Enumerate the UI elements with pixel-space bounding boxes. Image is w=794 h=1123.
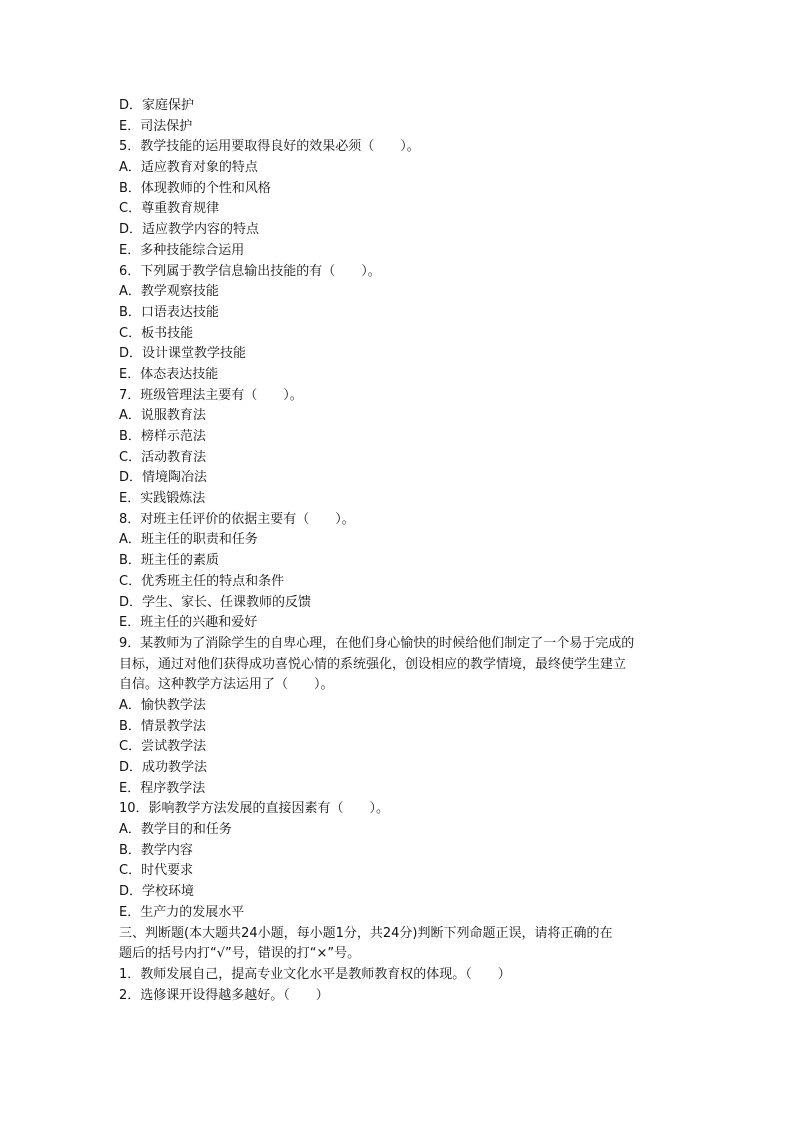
question-5-option-e: E．多种技能综合运用 — [119, 242, 245, 258]
question-8-option-b: B．班主任的素质 — [119, 553, 219, 569]
question-10-option-c: C．时代要求 — [119, 863, 194, 879]
question-9-option-b: B．情景教学法 — [119, 718, 206, 734]
question-9-line-3: 自信。这种教学方法运用了（ ）。 — [119, 677, 334, 693]
question-6-option-d: D．设计课堂教学技能 — [119, 346, 247, 362]
question-7-option-e: E．实践锻炼法 — [119, 491, 206, 507]
option-d-family-protection: D．家庭保护 — [119, 98, 195, 113]
question-5-option-c: C．尊重教育规律 — [119, 201, 220, 217]
question-5-option-b: B．体现教师的个性和风格 — [119, 180, 271, 196]
question-10: 10．影响教学方法发展的直接因素有（ ）。 — [119, 801, 390, 817]
option-e-judicial-protection: E．司法保护 — [119, 118, 193, 134]
section-3-heading-line-1: 三、判断题(本大题共24小题，每小题1分，共24分)判断下列命题正误，请将正确的在 — [119, 925, 613, 941]
question-6: 6．下列属于教学信息输出技能的有（ ）。 — [119, 263, 381, 279]
question-7-option-b: B．榜样示范法 — [119, 429, 206, 444]
document-body — [119, 96, 679, 1006]
question-8: 8．对班主任评价的依据主要有（ ）。 — [119, 511, 355, 527]
question-9-line-2: 目标，通过对他们获得成功喜悦心情的系统强化，创设相应的教学情境，最终使学生建立 — [119, 656, 627, 672]
question-8-option-d: D．学生、家长、任课教师的反馈 — [119, 594, 312, 610]
question-9-option-e: E．程序教学法 — [119, 780, 206, 796]
question-9-option-d: D．成功教学法 — [119, 760, 208, 775]
question-5: 5．教学技能的运用要取得良好的效果必须（ ）。 — [119, 139, 420, 155]
true-false-question-1: 1．教师发展自己，提高专业文化水平是教师教育权的体现。（ ） — [119, 966, 511, 982]
question-6-option-c: C．板书技能 — [119, 325, 194, 341]
question-5-option-d: D．适应教学内容的特点 — [119, 222, 260, 238]
question-9-line-1: 9．某教师为了消除学生的自卑心理，在他们身心愉快的时候给他们制定了一个易于完成的 — [119, 635, 635, 651]
question-6-option-e: E．体态表达技能 — [119, 366, 219, 382]
question-9-option-a: A．愉快教学法 — [119, 697, 206, 713]
question-6-option-a: A．教学观察技能 — [119, 284, 219, 300]
question-10-option-d: D．学校环境 — [119, 884, 195, 900]
question-9-option-c: C．尝试教学法 — [119, 739, 207, 755]
section-3-heading-line-2: 题后的括号内打“√”号，错误的打“×”号。 — [119, 946, 361, 962]
question-8-option-e: E．班主任的兴趣和爱好 — [119, 615, 258, 631]
question-8-option-a: A．班主任的职责和任务 — [119, 532, 258, 548]
question-6-option-b: B．口语表达技能 — [119, 304, 219, 320]
question-10-option-a: A．教学目的和任务 — [119, 822, 232, 838]
question-7-option-c: C．活动教育法 — [119, 449, 207, 465]
question-7-option-d: D．情境陶冶法 — [119, 470, 208, 486]
question-8-option-c: C．优秀班主任的特点和条件 — [119, 573, 285, 589]
true-false-question-2: 2．选修课开设得越多越好。（ ） — [119, 987, 329, 1003]
question-7: 7．班级管理法主要有（ ）。 — [119, 387, 303, 403]
question-5-option-a: A．适应教育对象的特点 — [119, 160, 258, 176]
question-10-option-b: B．教学内容 — [119, 842, 193, 858]
question-10-option-e: E．生产力的发展水平 — [119, 904, 245, 920]
question-7-option-a: A．说服教育法 — [119, 408, 206, 424]
